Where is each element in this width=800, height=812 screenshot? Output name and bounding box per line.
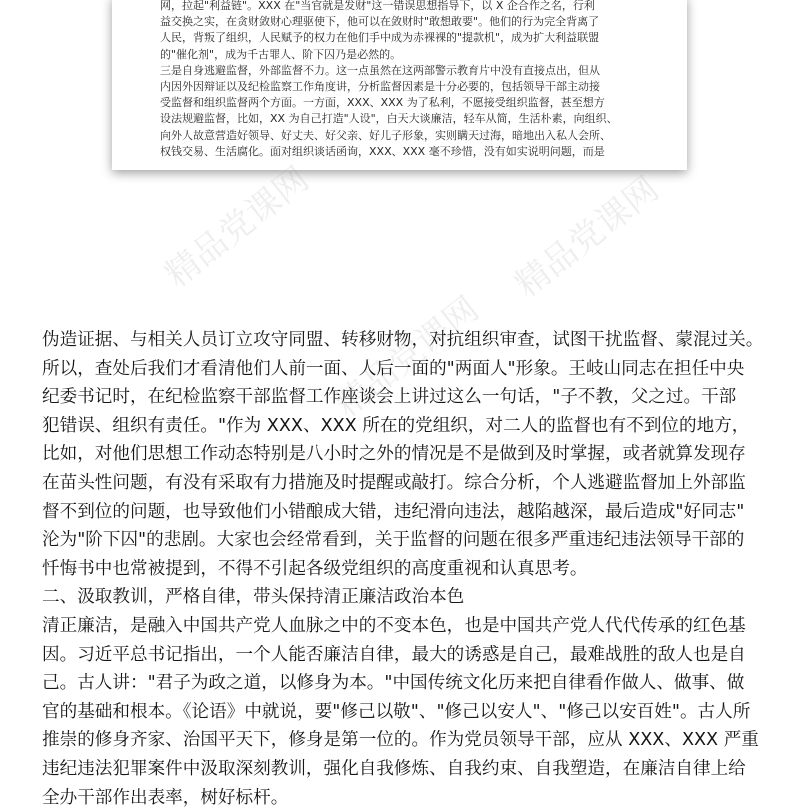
document-preview-card — [112, 0, 687, 170]
preview-line: 受监督和组织监督两个方面。一方面，XXX、XXX 为了私利，不愿接受组织监督，甚至想方 — [160, 95, 645, 111]
preview-line: 设法规避监督，比如，XX 为自己打造"人设"，白天大谈廉洁，轻车从简，生活朴素，向组织、 — [160, 111, 645, 127]
preview-line: 益交换之实，在贪财敛财心理驱使下，他可以在敛财时"敢想敢要"。他们的行为完全背离了 — [160, 14, 645, 30]
body-line: 督不到位的问题，也导致他们小错酿成大错，违纪滑向违法，越陷越深，最后造成"好同志" — [42, 498, 778, 527]
body-line: 官的基础和根本。《论语》中就说，要"修己以敬"、"修己以安人"、"修己以安百姓"。古人所 — [42, 698, 778, 727]
preview-line: 人民，背叛了组织，人民赋予的权力在他们手中成为赤裸裸的"提款机"，成为扩大利益联盟 — [160, 30, 645, 46]
body-line: 纪委书记时，在纪检监察干部监督工作座谈会上讲过这么一句话，"子不教，父之过。干部 — [42, 383, 778, 412]
watermark-text: 精品党课网 — [323, 283, 487, 426]
preview-line: 的"催化剂"，成为千古罪人、阶下囚乃是必然的。 — [160, 47, 645, 63]
body-line: 己。古人讲："君子为政之道，以修身为本。"中国传统文化历来把自律看作做人、做事、做 — [42, 669, 778, 698]
preview-line: 权钱交易、生活腐化。面对组织谈话函询，XXX、XXX 毫不珍惜，没有如实说明问题，而是 — [160, 144, 645, 160]
body-line: 忏悔书中也常被提到，不得不引起各级党组织的高度重视和认真思考。 — [42, 555, 778, 584]
preview-line: 向外人故意营造好领导、好丈夫、好父亲、好儿子形象，实则瞒天过海，暗地出入私人会所、 — [160, 128, 645, 144]
preview-line: 内因外因辩证以及纪检监察工作角度讲，分析监督因素是十分必要的，包括领导干部主动接 — [160, 79, 645, 95]
body-line: 推崇的修身齐家、治国平天下，修身是第一位的。作为党员领导干部，应从 XXX、XXX 严重 — [42, 726, 778, 755]
body-line: 全办干部作出表率，树好标杆。 — [42, 784, 778, 812]
preview-line: 网，拉起"利益链"。XXX 在"当官就是发财"这一错误思想指导下，以 X 企合作之名，行利 — [160, 0, 645, 14]
body-line: 违纪违法犯罪案件中汲取深刻教训，强化自我修炼、自我约束、自我塑造，在廉洁自律上给 — [42, 755, 778, 784]
watermark-text: 精品党课网 — [153, 153, 317, 296]
body-line: 清正廉洁，是融入中国共产党人血脉之中的不变本色，也是中国共产党人代代传承的红色基 — [42, 612, 778, 641]
body-line: 因。习近平总书记指出，一个人能否廉洁自律，最大的诱惑是自己，最难战胜的敌人也是自 — [42, 641, 778, 670]
body-line: 比如，对他们思想工作动态特别是八小时之外的情况是不是做到及时掌握，或者就算发现存 — [42, 440, 778, 469]
watermark-text: 精品党课网 — [503, 163, 667, 306]
body-line: 沦为"阶下囚"的悲剧。大家也会经常看到，关于监督的问题在很多严重违纪违法领导干部的 — [42, 526, 778, 555]
preview-line: 三是自身逃避监督，外部监督不力。这一点虽然在这两部警示教育片中没有直接点出，但从 — [160, 63, 645, 79]
body-line: 伪造证据、与相关人员订立攻守同盟、转移财物，对抗组织审查，试图干扰监督、蒙混过关。 — [42, 326, 778, 355]
document-body — [42, 326, 778, 812]
body-line: 所以，查处后我们才看清他们人前一面、人后一面的"两面人"形象。王岐山同志在担任中央 — [42, 355, 778, 384]
preview-text-block — [160, 0, 645, 160]
section-heading: 二、汲取教训，严格自律，带头保持清正廉洁政治本色 — [42, 583, 778, 612]
body-line: 在苗头性问题，有没有采取有力措施及时提醒或敲打。综合分析，个人逃避监督加上外部监 — [42, 469, 778, 498]
body-line: 犯错误、组织有责任。"作为 XXX、XXX 所在的党组织，对二人的监督也有不到位的地方， — [42, 412, 778, 441]
